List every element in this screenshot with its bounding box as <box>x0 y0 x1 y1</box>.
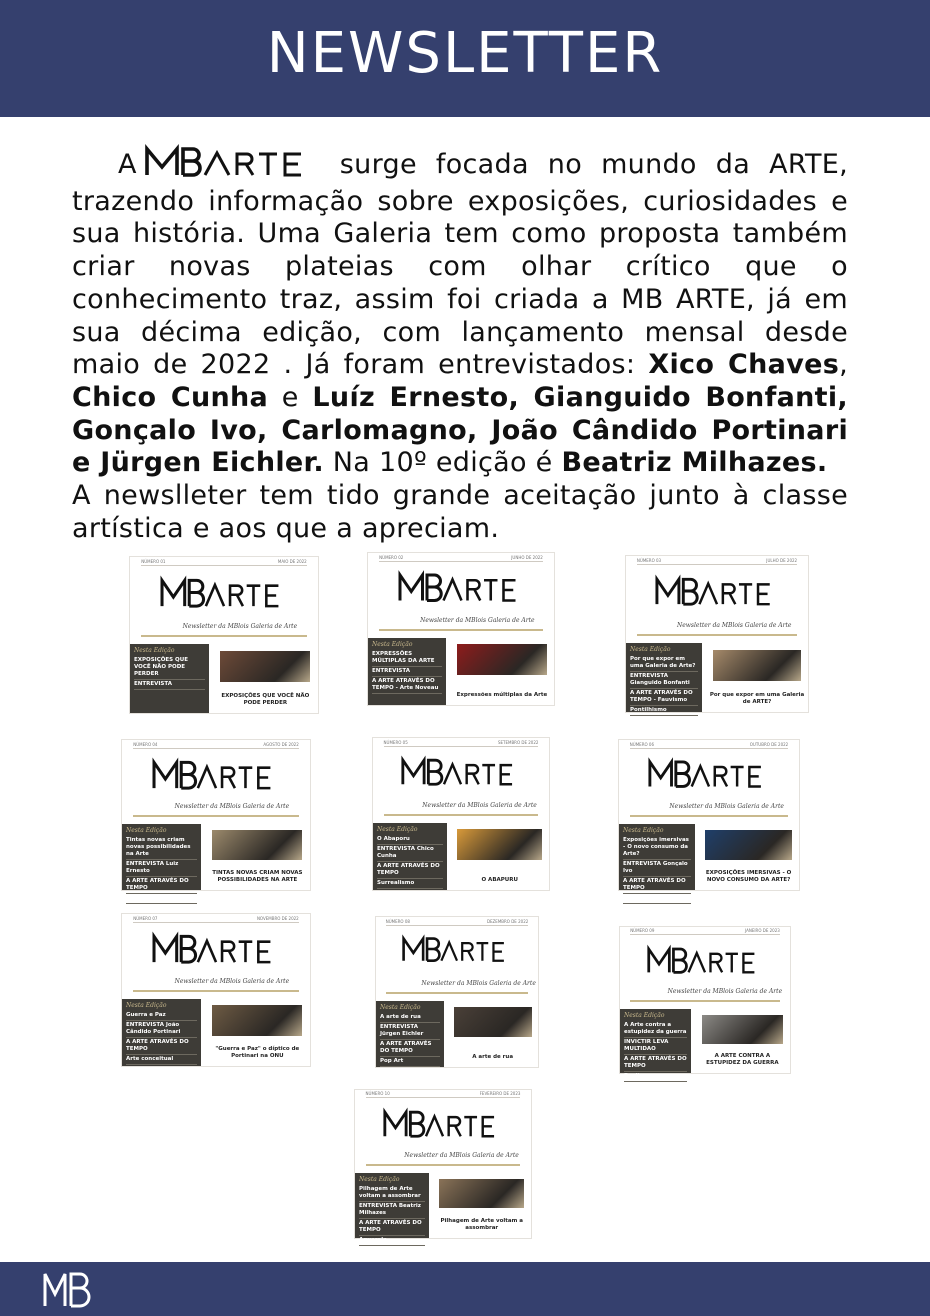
intro-name2: Chico Cunha <box>72 381 269 413</box>
mbarte-logo <box>626 575 808 611</box>
cover-photo <box>212 1005 302 1035</box>
cover-caption: EXPOSIÇÕES QUE VOCÊ NÃO PODE PERDER <box>221 692 310 706</box>
nesta-edicao-panel <box>122 824 201 901</box>
nesta-edicao-panel <box>355 1173 429 1243</box>
issue-date: AGOSTO DE 2022 <box>263 741 299 747</box>
edition-item: Pop Art <box>623 894 691 904</box>
issue-date: JANEIRO DE 2023 <box>745 928 780 934</box>
edition-item: A ARTE ATRAVÉS DO TEMPO - Arte Noveau <box>372 677 442 694</box>
edition-item: A ARTE ATRAVÉS DO TEMPO <box>359 1219 425 1236</box>
issue-date: OUTUBRO DE 2022 <box>749 741 789 747</box>
nesta-edicao-panel <box>122 999 201 1066</box>
gold-divider <box>630 815 788 817</box>
section-heading: Nesta Edição <box>377 826 418 834</box>
newsletter-thumb[interactable] <box>122 914 310 1066</box>
issue-number: NÚMERO 04 <box>133 741 158 747</box>
mbarte-logo <box>368 571 554 607</box>
issue-date: SETEMBRO DE 2022 <box>497 739 539 745</box>
issue-date: JUNHO DE 2022 <box>511 554 543 560</box>
nesta-edicao-panel <box>620 1009 691 1079</box>
issue-meta-line <box>365 1091 521 1098</box>
issue-meta-line <box>141 558 307 566</box>
section-heading: Nesta Edição <box>380 1004 421 1011</box>
edition-item: Tintas novas criam novas possibilidades na Arte <box>126 836 197 860</box>
newsletter-tagline: Newsletter da MBlois Galeria de Arte <box>669 803 784 810</box>
newsletter-tagline: Newsletter da MBlois Galeria de Arte <box>404 1152 519 1160</box>
edition-item: Guerra e Paz <box>126 1011 197 1021</box>
cover-photo <box>220 651 310 682</box>
cover-caption: "Guerra e Paz" o díptico de Portinari na ONU <box>215 1045 300 1059</box>
edition-item: ENTREVISTA João Cândido Portinari <box>126 1021 197 1038</box>
mbarte-logo <box>122 758 310 795</box>
issue-number: NÚMERO 03 <box>636 557 662 563</box>
gold-divider <box>366 1164 521 1166</box>
issue-number: NÚMERO 09 <box>630 928 655 934</box>
gold-divider <box>637 634 797 636</box>
edition-item: INVICTIR LEVA MULTIDAO <box>624 1038 687 1055</box>
issue-meta-line <box>133 741 299 749</box>
edition-item: Aquarela <box>359 1236 425 1246</box>
newsletter-tagline: Newsletter da MBlois Galeria de Arte <box>421 980 536 987</box>
issue-number: NÚMERO 08 <box>385 918 410 924</box>
intro-text <box>72 145 848 545</box>
issue-date: DEZEMBRO DE 2022 <box>486 918 529 924</box>
cover-photo <box>702 1015 784 1044</box>
mbarte-logo <box>373 756 549 791</box>
newsletter-thumb[interactable] <box>620 927 790 1079</box>
gold-divider <box>630 1000 780 1002</box>
mbarte-logo <box>355 1108 531 1143</box>
edition-item: Realismo <box>624 1072 687 1082</box>
issue-number: NÚMERO 01 <box>141 558 166 564</box>
gold-divider <box>384 814 539 816</box>
page-title: NEWSLETTER <box>266 21 664 86</box>
gold-divider <box>386 992 529 994</box>
newsletter-tagline: Newsletter da MBlois Galeria de Arte <box>676 621 792 629</box>
edition-item: Exposições imersivas - O novo consumo da Arte? <box>623 836 691 860</box>
intro-seg2: , <box>839 349 848 381</box>
issue-number: NÚMERO 07 <box>133 915 158 921</box>
cover-photo <box>439 1179 524 1209</box>
mbarte-logo <box>122 932 310 969</box>
intro-seg1: surge focada no mundo da ARTE, trazendo informação sobre exposições, curiosidades e sua história. Uma Galeria tem como proposta também criar novas plateias com olhar crítico que o conhecimento traz, assim foi criada a MB ARTE, já em sua décima edição, com lançamento mensal desde maio de 2022 . Já foram entrevistados: <box>72 149 848 381</box>
edition-item: Impressionismo <box>126 894 197 904</box>
cover-photo <box>212 830 302 860</box>
issue-meta-line <box>379 554 543 562</box>
issue-number: NÚMERO 10 <box>365 1091 390 1097</box>
cover-caption: EXPOSIÇÕES IMERSIVAS - O NOVO CONSUMO DA ARTE? <box>705 870 792 883</box>
intro-paragraph <box>72 145 848 480</box>
section-heading: Nesta Edição <box>126 1002 167 1010</box>
edition-item: ENTREVISTA <box>372 667 442 677</box>
intro-name4: Beatriz Milhazes. <box>561 447 828 479</box>
edition-item: A Arte contra a estupidez da guerra <box>624 1021 687 1038</box>
edition-item: EXPRESSÕES MÚLTIPLAS DA ARTE <box>372 650 442 667</box>
cover-photo <box>457 644 546 674</box>
nesta-edicao-panel <box>368 638 446 705</box>
cover-caption: O ABAPURU <box>481 876 518 883</box>
cover-photo <box>454 1007 532 1037</box>
edition-item: Pilhagem de Arte voltam a assombrar <box>359 1185 425 1202</box>
footer-bar <box>0 1262 930 1316</box>
section-heading: Nesta Edição <box>372 641 413 649</box>
edition-item: Surrealismo <box>377 879 443 889</box>
newsletter-thumb[interactable] <box>122 740 310 901</box>
mbarte-logo <box>376 935 538 967</box>
newsletter-thumb[interactable] <box>626 556 808 712</box>
issue-meta-line <box>383 739 539 747</box>
mbarte-logo <box>619 758 799 793</box>
cover-caption: A ARTE CONTRA A ESTUPIDEZ DA GUERRA <box>706 1053 779 1067</box>
mb-footer-logo <box>42 1268 94 1314</box>
intro-paragraph-2: A newslleter tem tido grande aceitação junto à classe artística e aos que a apreciam. <box>72 480 848 544</box>
issue-number: NÚMERO 06 <box>629 741 654 747</box>
nesta-edicao-panel <box>626 643 702 712</box>
newsletter-tagline: Newsletter da MBlois Galeria de Arte <box>422 801 537 809</box>
issue-date: JULHO DE 2022 <box>766 557 798 563</box>
edition-item: Arte conceitual <box>126 1055 197 1065</box>
nesta-edicao-panel <box>130 644 209 713</box>
intro-seg3: e <box>268 381 313 413</box>
issue-meta-line <box>385 918 529 926</box>
section-heading: Nesta Edição <box>623 827 664 834</box>
issue-meta-line <box>636 557 798 565</box>
edition-item: A ARTE ATRAVÉS DO TEMPO - Fauvismo <box>630 689 698 706</box>
section-heading: Nesta Edição <box>630 646 671 654</box>
edition-item: ENTREVISTA Gianguido Bonfanti <box>630 672 698 689</box>
nesta-edicao-panel <box>373 823 447 890</box>
edition-item: A ARTE ATRAVÉS DO TEMPO <box>380 1040 440 1057</box>
edition-item: A ARTE ATRAVÉS DO TEMPO <box>623 877 691 894</box>
newsletter-tagline: Newsletter da MBlois Galeria de Arte <box>174 803 290 810</box>
mbarte-logo <box>130 576 318 613</box>
gold-divider <box>141 635 306 637</box>
edition-item: A ARTE ATRAVÉS DO TEMPO <box>126 1038 197 1055</box>
edition-item: ENTREVISTA Beatriz Milhazes <box>359 1202 425 1219</box>
issue-meta-line <box>630 928 780 935</box>
edition-item: O Abaporu <box>377 835 443 845</box>
cover-photo <box>705 830 791 860</box>
edition-item: A ARTE ATRAVÉS DO TEMPO <box>126 877 197 894</box>
cover-photo <box>713 650 800 681</box>
edition-item: ENTREVISTA Luiz Ernesto <box>126 860 197 877</box>
nesta-edicao-panel <box>376 1001 444 1067</box>
issue-date: MAIO DE 2022 <box>277 558 307 564</box>
section-heading: Nesta Edição <box>359 1175 400 1183</box>
issue-date: NOVEMBRO DE 2022 <box>256 915 299 921</box>
cover-caption: A arte de rua <box>472 1054 514 1060</box>
intro-name1: Xico Chaves <box>648 349 840 381</box>
newsletter-thumb[interactable] <box>376 917 538 1067</box>
edition-item: A ARTE ATRAVÉS DO TEMPO <box>624 1055 687 1072</box>
issue-meta-line <box>133 915 299 923</box>
section-heading: Nesta Edição <box>134 647 175 655</box>
issue-date: FEVEREIRO DE 2023 <box>479 1091 521 1097</box>
newsletter-tagline: Newsletter da MBlois Galeria de Arte <box>667 988 783 996</box>
mbarte-logo <box>620 945 790 979</box>
section-heading: Nesta Edição <box>126 827 167 834</box>
issue-number: NÚMERO 02 <box>379 554 404 560</box>
cover-photo <box>457 829 542 859</box>
newsletter-thumb[interactable] <box>373 738 549 890</box>
cover-caption: Pilhagem de Arte voltam a assombrar <box>440 1218 523 1232</box>
intro-seg4: Na 10º edição é <box>323 447 562 479</box>
edition-item: ENTREVISTA <box>134 680 205 690</box>
intro-name3: Luíz Ernesto, Gianguido Bonfanti, Gonçalo Ivo, Carlomagno, João Cândido Portinari e Jürgen Eichler. <box>72 381 848 479</box>
newsletter-thumb[interactable] <box>368 553 554 705</box>
gold-divider <box>133 990 298 992</box>
edition-item: Pontilhismo <box>630 706 698 716</box>
newsletter-thumb[interactable] <box>619 740 799 901</box>
issue-meta-line <box>629 741 789 749</box>
newsletter-tagline: Newsletter da MBlois Galeria de Arte <box>174 977 290 985</box>
edition-item: A ARTE ATRAVÉS DO TEMPO <box>377 862 443 879</box>
gold-divider <box>133 815 298 817</box>
cover-caption: Por que expor em uma Galeria de ARTE? <box>709 691 805 705</box>
intro-lead: A <box>118 149 137 180</box>
edition-item: ENTREVISTA Chico Cunha <box>377 845 443 862</box>
edition-item: EXPOSIÇÕES QUE VOCÊ NÃO PODE PERDER <box>134 656 205 680</box>
section-heading: Nesta Edição <box>624 1011 665 1019</box>
cover-caption: TINTAS NOVAS CRIAM NOVAS POSSIBILIDADES NA ARTE <box>212 870 303 883</box>
gold-divider <box>379 629 543 631</box>
edition-item: Pop Art <box>380 1057 440 1067</box>
edition-item: ENTREVISTA Jürgen Eichler <box>380 1023 440 1040</box>
newsletter-thumb[interactable] <box>355 1090 531 1243</box>
edition-item: Por que expor em uma Galeria de Arte? <box>630 655 698 672</box>
issue-number: NÚMERO 05 <box>383 739 408 745</box>
cover-caption: Expressões múltiplas da Arte <box>456 691 548 698</box>
newsletter-tagline: Newsletter da MBlois Galeria de Arte <box>182 622 298 630</box>
edition-item: A arte de rua <box>380 1013 440 1023</box>
header-banner <box>0 0 930 117</box>
nesta-edicao-panel <box>619 824 695 901</box>
mbarte-inline-logo <box>143 145 315 186</box>
newsletter-tagline: Newsletter da MBlois Galeria de Arte <box>420 616 535 624</box>
edition-item: ENTREVISTA Gonçalo Ivo <box>623 860 691 877</box>
newsletter-thumb[interactable] <box>130 557 318 713</box>
